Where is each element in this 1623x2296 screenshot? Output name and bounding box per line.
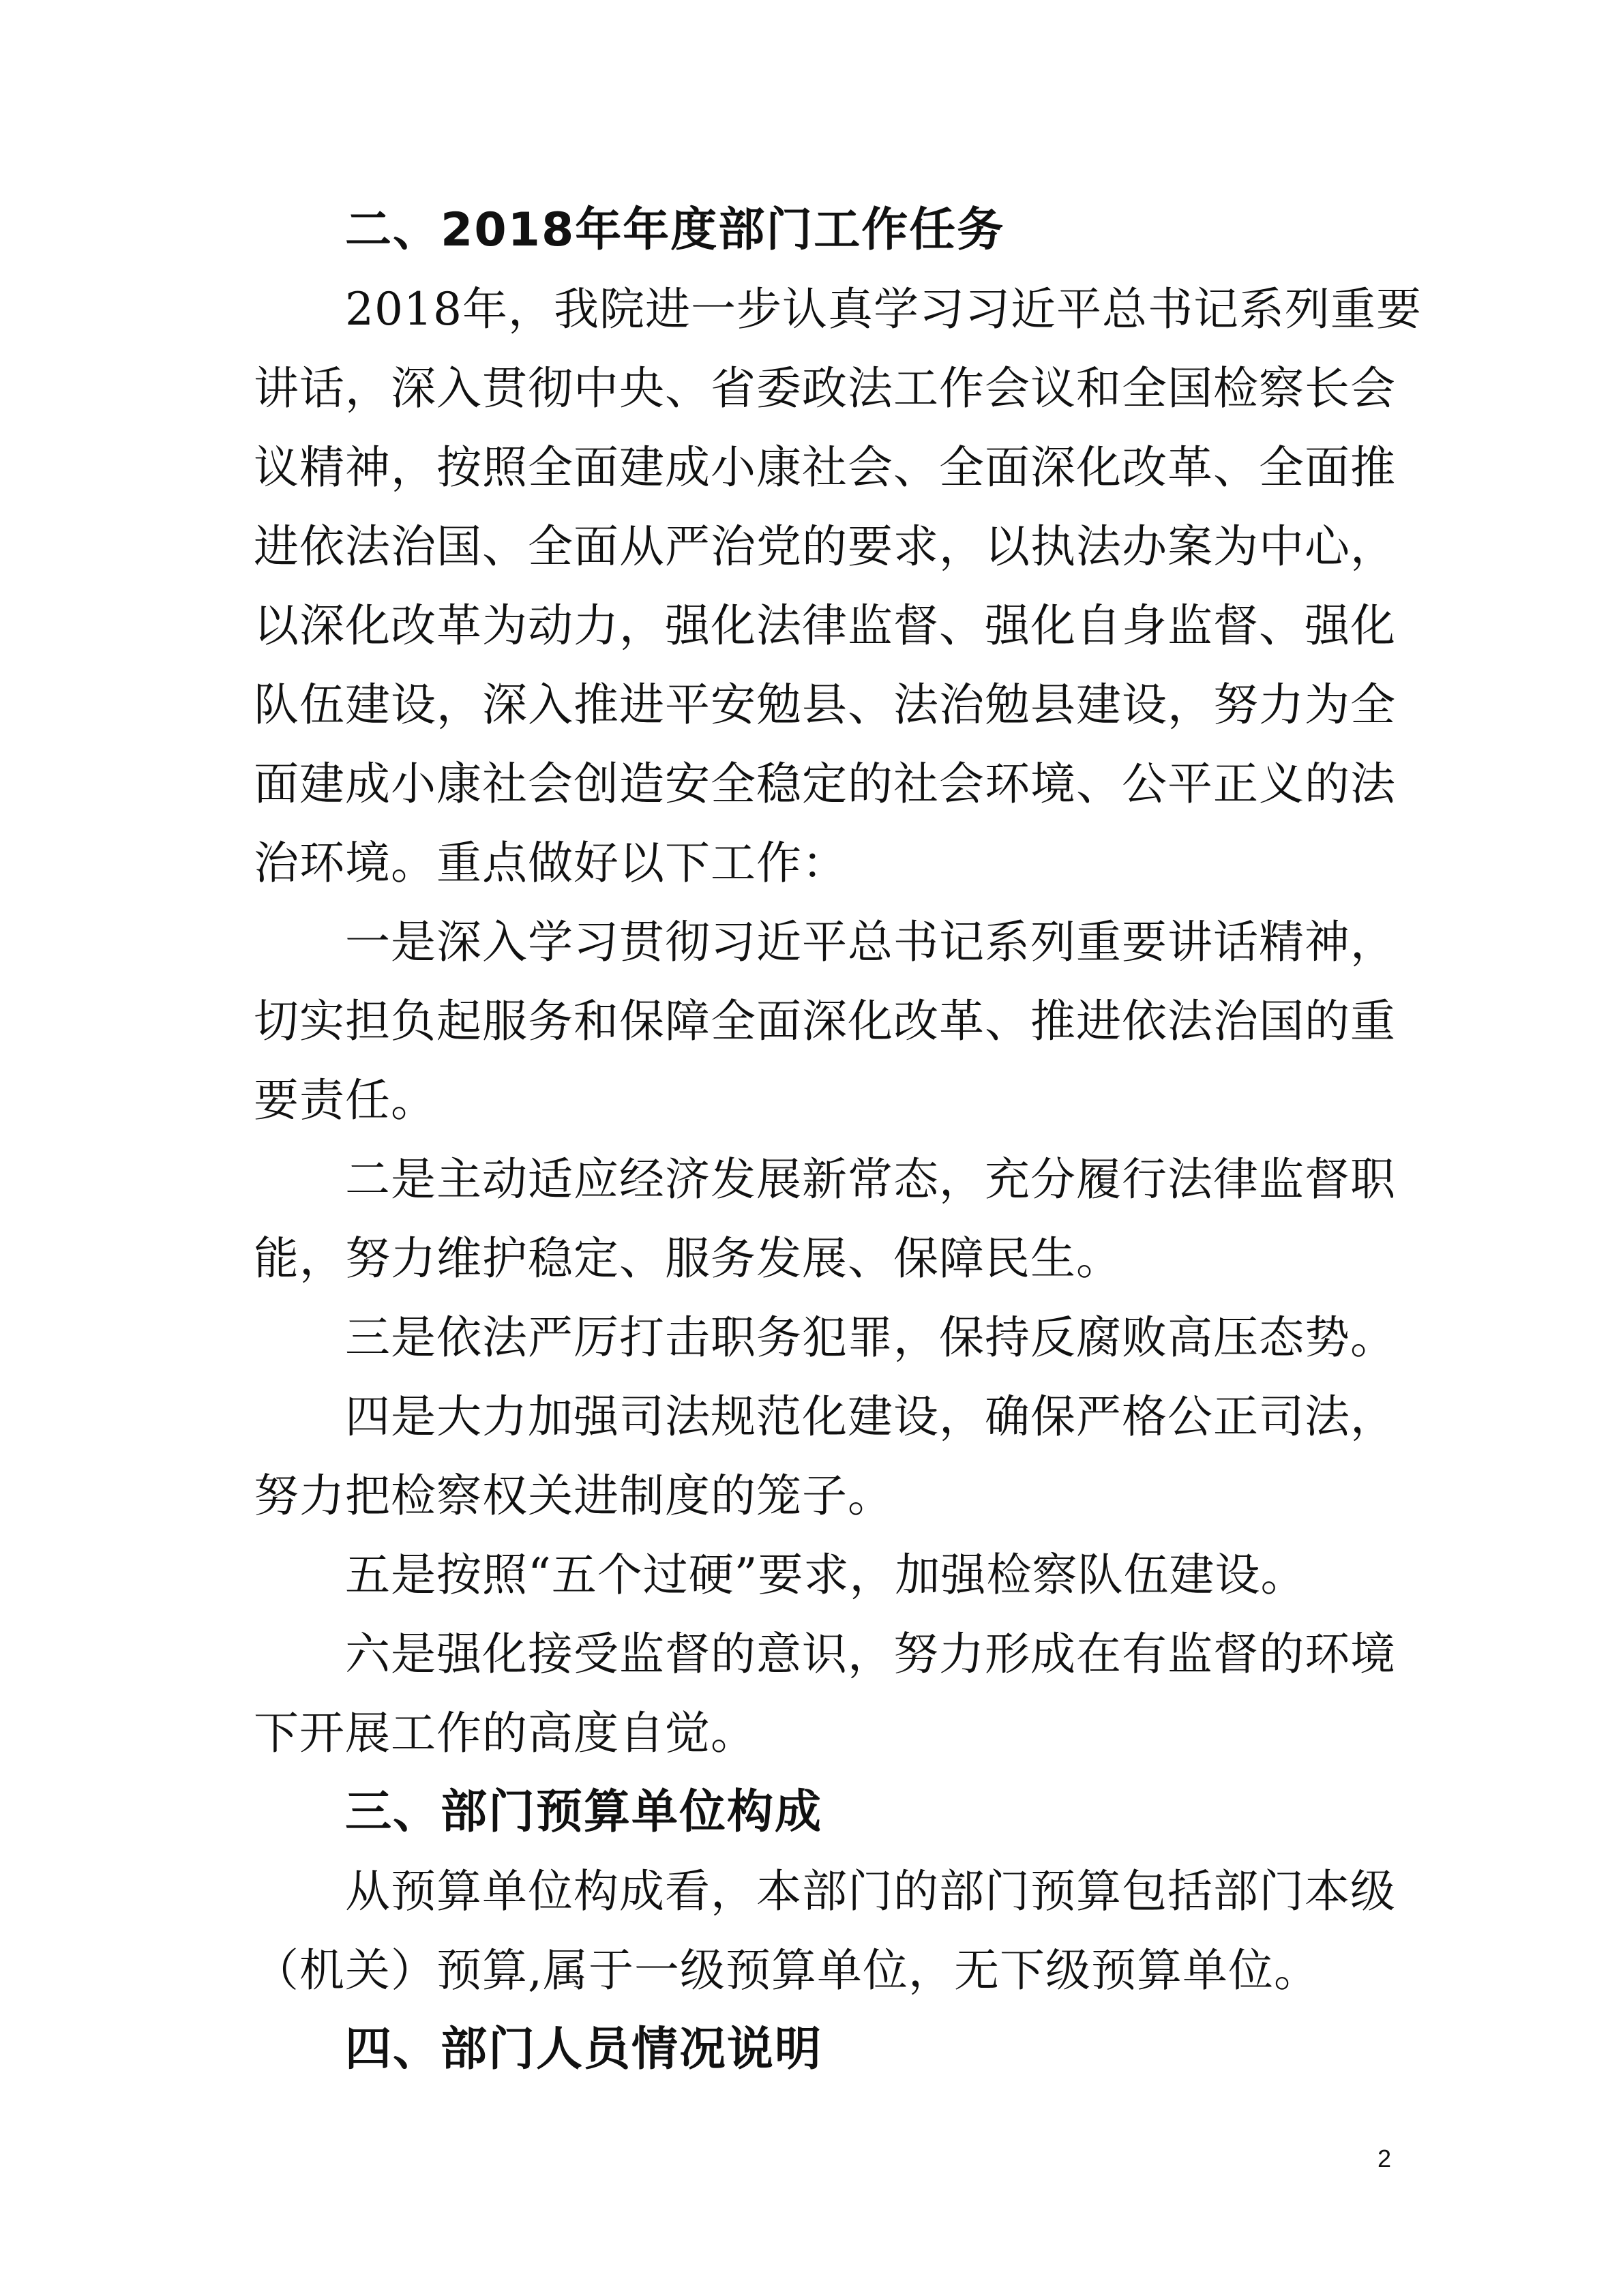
page-number: 2 — [1377, 2145, 1391, 2173]
text-line: 一是深入学习贯彻习近平总书记系列重要讲话精神， — [345, 916, 1396, 968]
paragraph-task-six — [254, 1615, 1396, 1773]
paragraph-task-three — [254, 1298, 1396, 1377]
text-line: 四是大力加强司法规范化建设，确保严格公正司法， — [345, 1390, 1396, 1443]
text-line: 能，努力维护稳定、服务发展、保障民生。 — [254, 1232, 1122, 1285]
text-line: 二是主动适应经济发展新常态，充分履行法律监督职 — [345, 1153, 1396, 1206]
paragraph-task-one — [254, 903, 1396, 1140]
text-line: （机关）预算,属于一级预算单位，无下级预算单位。 — [254, 1944, 1320, 1997]
text-line: 治环境。重点做好以下工作： — [254, 837, 848, 889]
paragraph-budget-units — [254, 1852, 1396, 2010]
text-line: 努力把检察权关进制度的笼子。 — [254, 1470, 893, 1522]
text-line: 下开展工作的高度自觉。 — [254, 1707, 756, 1759]
text-line: 五是按照“五个过硬”要求，加强检察队伍建设。 — [345, 1549, 1307, 1601]
section-heading-budget-units: 三、部门预算单位构成 — [345, 1785, 823, 1839]
text-line: 三是依法严厉打击职务犯罪，保持反腐败高压态势。 — [345, 1311, 1396, 1364]
text-line: 切实担负起服务和保障全面深化改革、推进依法治国的重 — [254, 995, 1396, 1047]
text-line: 2018年，我院进一步认真学习习近平总书记系列重要 — [345, 283, 1422, 336]
document-body — [254, 191, 1422, 2089]
text-line: 从预算单位构成看，本部门的部门预算包括部门本级 — [345, 1865, 1396, 1918]
text-line: 进依法治国、全面从严治党的要求，以执法办案为中心， — [254, 520, 1396, 573]
text-line: 要责任。 — [254, 1074, 436, 1127]
paragraph-task-five — [254, 1536, 1350, 1615]
text-line: 面建成小康社会创造安全稳定的社会环境、公平正义的法 — [254, 758, 1396, 810]
section-heading-work-tasks: 二、2018年年度部门工作任务 — [345, 203, 1005, 257]
section-heading-personnel: 四、部门人员情况说明 — [345, 2023, 823, 2076]
text-line: 六是强化接受监督的意识，努力形成在有监督的环境 — [345, 1628, 1396, 1680]
text-line: 讲话，深入贯彻中央、省委政法工作会议和全国检察长会 — [254, 362, 1396, 415]
text-line: 以深化改革为动力，强化法律监督、强化自身监督、强化 — [254, 599, 1396, 652]
text-line: 队伍建设，深入推进平安勉县、法治勉县建设，努力为全 — [254, 679, 1396, 731]
paragraph-task-four — [254, 1377, 1396, 1536]
paragraph-task-two — [254, 1140, 1396, 1298]
paragraph-overview — [254, 270, 1422, 903]
text-line: 议精神，按照全面建成小康社会、全面深化改革、全面推 — [254, 441, 1396, 494]
